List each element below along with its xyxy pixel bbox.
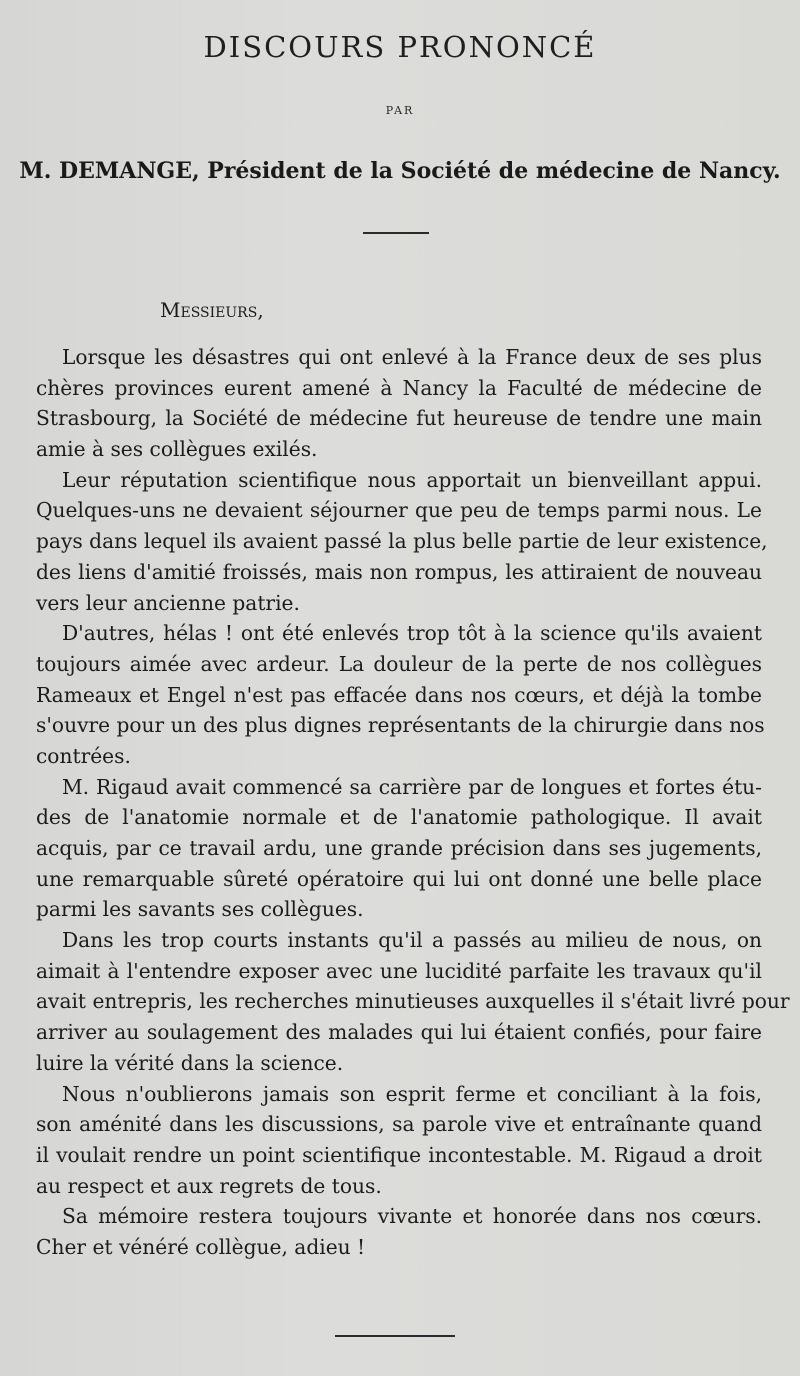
text-line: D'autres, hélas ! ont été enlevés trop tôt à la science qu'ils avaient — [62, 621, 762, 646]
text-line: aimait à l'entendre exposer avec une lucidité parfaite les travaux qu'il — [36, 958, 762, 983]
text-line: son aménité dans les discussions, sa parole vive et entraînante quand — [36, 1112, 762, 1137]
text-line: Sa mémoire restera toujours vivante et honorée dans nos cœurs. — [62, 1204, 762, 1229]
text-line: luire la vérité dans la science. — [36, 1050, 344, 1075]
text-line: M. Rigaud avait commencé sa carrière par de longues et fortes étu- — [62, 774, 762, 799]
text-line: Strasbourg, la Société de médecine fut heureuse de tendre une main — [36, 406, 762, 431]
page-title: DISCOURS PRONONCÉ — [203, 30, 597, 64]
title-par: PAR — [385, 104, 415, 117]
footer-divider — [335, 1335, 455, 1337]
text-line: Nous n'oublierons jamais son esprit ferme et conciliant à la fois, — [62, 1081, 762, 1106]
text-line: contrées. — [36, 743, 131, 768]
text-line: vers leur ancienne patrie. — [36, 590, 300, 615]
text-line: avait entrepris, les recherches minutieuses auxquelles il s'était livré pour — [36, 989, 790, 1014]
text-line: Leur réputation scientifique nous apportait un bienveillant appui. — [62, 467, 762, 492]
text-line: au respect et aux regrets de tous. — [36, 1173, 382, 1198]
salutation: Messieurs, — [160, 298, 264, 322]
text-line: acquis, par ce travail ardu, une grande précision dans ses jugements, — [36, 836, 762, 860]
text-line: Quelques-uns ne devaient séjourner que peu de temps parmi nous. Le — [36, 498, 762, 523]
text-line: amie à ses collègues exilés. — [36, 437, 318, 462]
text-line: Rameaux et Engel n'est pas effacée dans nos cœurs, et déjà la tombe — [36, 682, 762, 707]
text-line: parmi les savants ses collègues. — [36, 897, 364, 922]
header-divider — [363, 232, 429, 234]
text-line: arriver au soulagement des malades qui lui étaient confiés, pour faire — [36, 1020, 762, 1045]
text-line: une remarquable sûreté opératoire qui lui ont donné une belle place — [36, 866, 762, 891]
text-line: pays dans lequel ils avaient passé la plus belle partie de leur existence, — [36, 529, 768, 554]
text-line: chères provinces eurent amené à Nancy la Faculté de médecine de — [36, 375, 762, 400]
author-line: M. DEMANGE, Président de la Société de médecine de Nancy. — [19, 158, 781, 184]
text-line: toujours aimée avec ardeur. La douleur de la perte de nos collègues — [36, 651, 762, 676]
text-line: s'ouvre pour un des plus dignes représentants de la chirurgie dans nos — [36, 713, 765, 738]
text-line: des liens d'amitié froissés, mais non rompus, les attiraient de nouveau — [36, 559, 762, 584]
text-line: il voulait rendre un point scientifique incontestable. M. Rigaud a droit — [36, 1142, 762, 1167]
text-line: des de l'anatomie normale et de l'anatomie pathologique. Il avait — [36, 805, 762, 830]
text-line: Dans les trop courts instants qu'il a passés au milieu de nous, on — [62, 928, 762, 953]
text-line: Lorsque les désastres qui ont enlevé à la France deux de ses plus — [62, 345, 762, 369]
speech-body — [36, 342, 790, 1263]
text-line: Cher et vénéré collègue, adieu ! — [36, 1234, 366, 1259]
